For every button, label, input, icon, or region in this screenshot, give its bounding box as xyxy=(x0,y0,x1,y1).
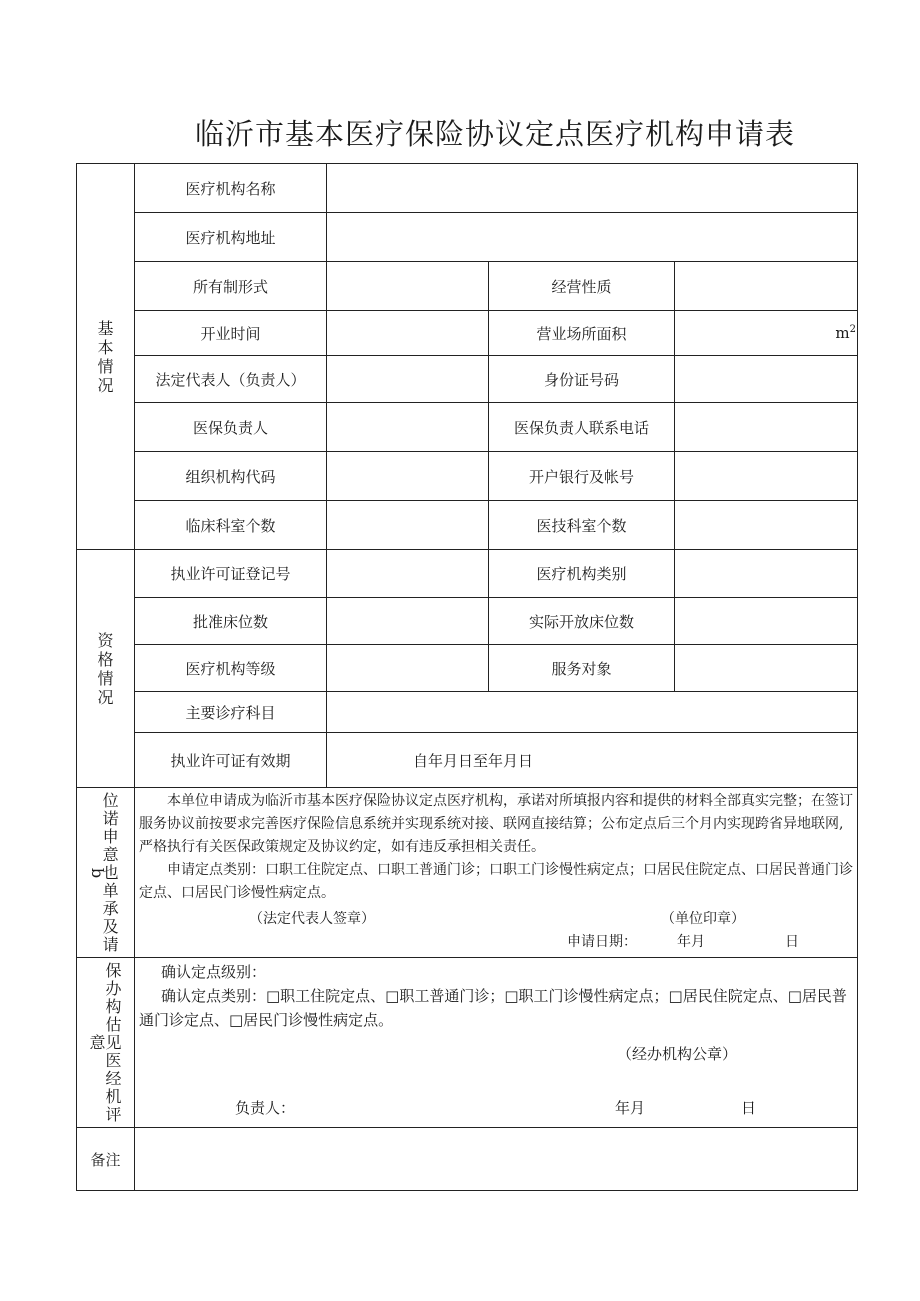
label-insurance-phone: 医保负责人联系电话 xyxy=(489,403,675,452)
unit-seal: （单位印章） xyxy=(661,911,746,927)
pledge-char: 也 xyxy=(102,862,119,882)
agency-char: 机 xyxy=(105,1086,122,1106)
pledge-category-paragraph: 申请定点类别：口职工住院定点、口职工普通门诊；口职工门诊慢性病定点；口居民住院定点、口居民普通门诊定点、口居民门诊慢性病定点。 xyxy=(139,862,853,901)
confirmed-level: 确认定点级别： xyxy=(161,963,267,981)
field-premises-area[interactable] xyxy=(675,311,858,356)
page-title: 临沂市基本医疗保险协议定点医疗机构申请表 xyxy=(194,117,795,151)
pledge-content xyxy=(135,788,858,958)
label-institution-type: 医疗机构类别 xyxy=(489,550,675,598)
agency-char: 保 xyxy=(105,960,122,980)
agency-date-d: 日 xyxy=(741,1099,757,1117)
area-unit: m xyxy=(835,324,850,342)
field-legal-representative[interactable] xyxy=(327,356,489,403)
agency-date-ym: 年月 xyxy=(615,1099,646,1117)
field-id-number[interactable] xyxy=(675,356,858,403)
field-license-number[interactable] xyxy=(327,550,489,598)
label-institution-level: 医疗机构等级 xyxy=(135,645,327,692)
label-bank-account: 开户银行及帐号 xyxy=(489,452,675,501)
field-business-nature[interactable] xyxy=(675,262,858,311)
section-qualification-label: 资格情况 xyxy=(77,550,135,788)
pledge-char: 单 xyxy=(102,880,119,900)
field-ownership[interactable] xyxy=(327,262,489,311)
field-service-target[interactable] xyxy=(675,645,858,692)
field-remarks[interactable] xyxy=(135,1128,858,1191)
field-approved-beds[interactable] xyxy=(327,598,489,645)
label-org-code: 组织机构代码 xyxy=(135,452,327,501)
label-service-target: 服务对象 xyxy=(489,645,675,692)
field-license-validity[interactable] xyxy=(327,733,858,788)
application-date-d: 日 xyxy=(785,934,800,950)
field-opening-date[interactable] xyxy=(327,311,489,356)
label-actual-beds: 实际开放床位数 xyxy=(489,598,675,645)
area-unit-sup: 2 xyxy=(849,324,857,335)
label-institution-address: 医疗机构地址 xyxy=(135,213,327,262)
label-remarks: 备注 xyxy=(77,1128,135,1191)
field-institution-name[interactable] xyxy=(327,164,858,213)
label-license-validity: 执业许可证有效期 xyxy=(135,733,327,788)
pledge-char: 位 xyxy=(102,790,119,810)
agency-char: 见 xyxy=(105,1032,122,1052)
agency-seal: （经办机构公章） xyxy=(617,1045,738,1063)
field-insurance-head[interactable] xyxy=(327,403,489,452)
pledge-char: 承 xyxy=(102,898,119,918)
field-bank-account[interactable] xyxy=(675,452,858,501)
field-org-code[interactable] xyxy=(327,452,489,501)
label-clinical-depts: 临床科室个数 xyxy=(135,501,327,550)
label-main-subjects: 主要诊疗科目 xyxy=(135,692,327,733)
agency-content xyxy=(135,958,858,1128)
label-id-number: 身份证号码 xyxy=(489,356,675,403)
pledge-char: 申 xyxy=(102,826,119,846)
confirmed-category: 确认定点类别：□职工住院定点、□职工普通门诊；□职工门诊慢性病定点；□居民住院定点、□居民普通门诊定点、□居民门诊慢性病定点。 xyxy=(139,987,847,1029)
label-approved-beds: 批准床位数 xyxy=(135,598,327,645)
field-tech-depts[interactable] xyxy=(675,501,858,550)
section-pledge-label xyxy=(77,788,135,958)
agency-char: 经 xyxy=(105,1068,122,1088)
pledge-char: 请 xyxy=(102,934,119,954)
agency-col0-char: 意 xyxy=(89,1032,106,1052)
section-agency-label xyxy=(77,958,135,1128)
field-institution-type[interactable] xyxy=(675,550,858,598)
field-insurance-phone[interactable] xyxy=(675,403,858,452)
label-insurance-head: 医保负责人 xyxy=(135,403,327,452)
label-business-nature: 经营性质 xyxy=(489,262,675,311)
agency-head-label: 负责人： xyxy=(235,1099,296,1117)
pledge-char: 及 xyxy=(102,916,119,936)
field-main-subjects[interactable] xyxy=(327,692,858,733)
agency-char: 估 xyxy=(105,1014,122,1034)
field-actual-beds[interactable] xyxy=(675,598,858,645)
field-institution-address[interactable] xyxy=(327,213,858,262)
field-clinical-depts[interactable] xyxy=(327,501,489,550)
agency-char: 构 xyxy=(105,996,122,1016)
label-premises-area: 营业场所面积 xyxy=(489,311,675,356)
label-legal-representative: 法定代表人（负责人） xyxy=(135,356,327,403)
label-opening-date: 开业时间 xyxy=(135,311,327,356)
agency-col1 xyxy=(106,962,122,1124)
section-basic-label: 基本情况 xyxy=(77,164,135,550)
label-license-number: 执业许可证登记号 xyxy=(135,550,327,598)
application-date-label: 申请日期： xyxy=(567,934,638,950)
application-date-ym: 年月 xyxy=(677,934,706,950)
pledge-char: 意 xyxy=(102,844,119,864)
label-ownership: 所有制形式 xyxy=(135,262,327,311)
legal-rep-signature: （法定代表人签章） xyxy=(249,911,375,927)
field-institution-level[interactable] xyxy=(327,645,489,692)
pledge-char: 诺 xyxy=(102,808,119,828)
pledge-paragraph: 本单位申请成为临沂市基本医疗保险协议定点医疗机构，承诺对所填报内容和提供的材料全部真实完整；在签订服务协议前按要求完善医疗保险信息系统并实现系统对接、联网直接结算；公布定点后三个月内实现跨省异地联网,严格执行有关医保政策规定及协议约定，如有违反承担相关责任。 xyxy=(139,793,853,855)
application-form-table xyxy=(76,163,858,1191)
agency-char: 评 xyxy=(105,1104,122,1124)
label-tech-depts: 医技科室个数 xyxy=(489,501,675,550)
agency-char: 医 xyxy=(105,1050,122,1070)
label-institution-name: 医疗机构名称 xyxy=(135,164,327,213)
license-validity-value: 自年月日至年月日 xyxy=(413,751,534,770)
agency-char: 办 xyxy=(105,978,122,998)
pledge-col0-char: b xyxy=(88,867,108,878)
